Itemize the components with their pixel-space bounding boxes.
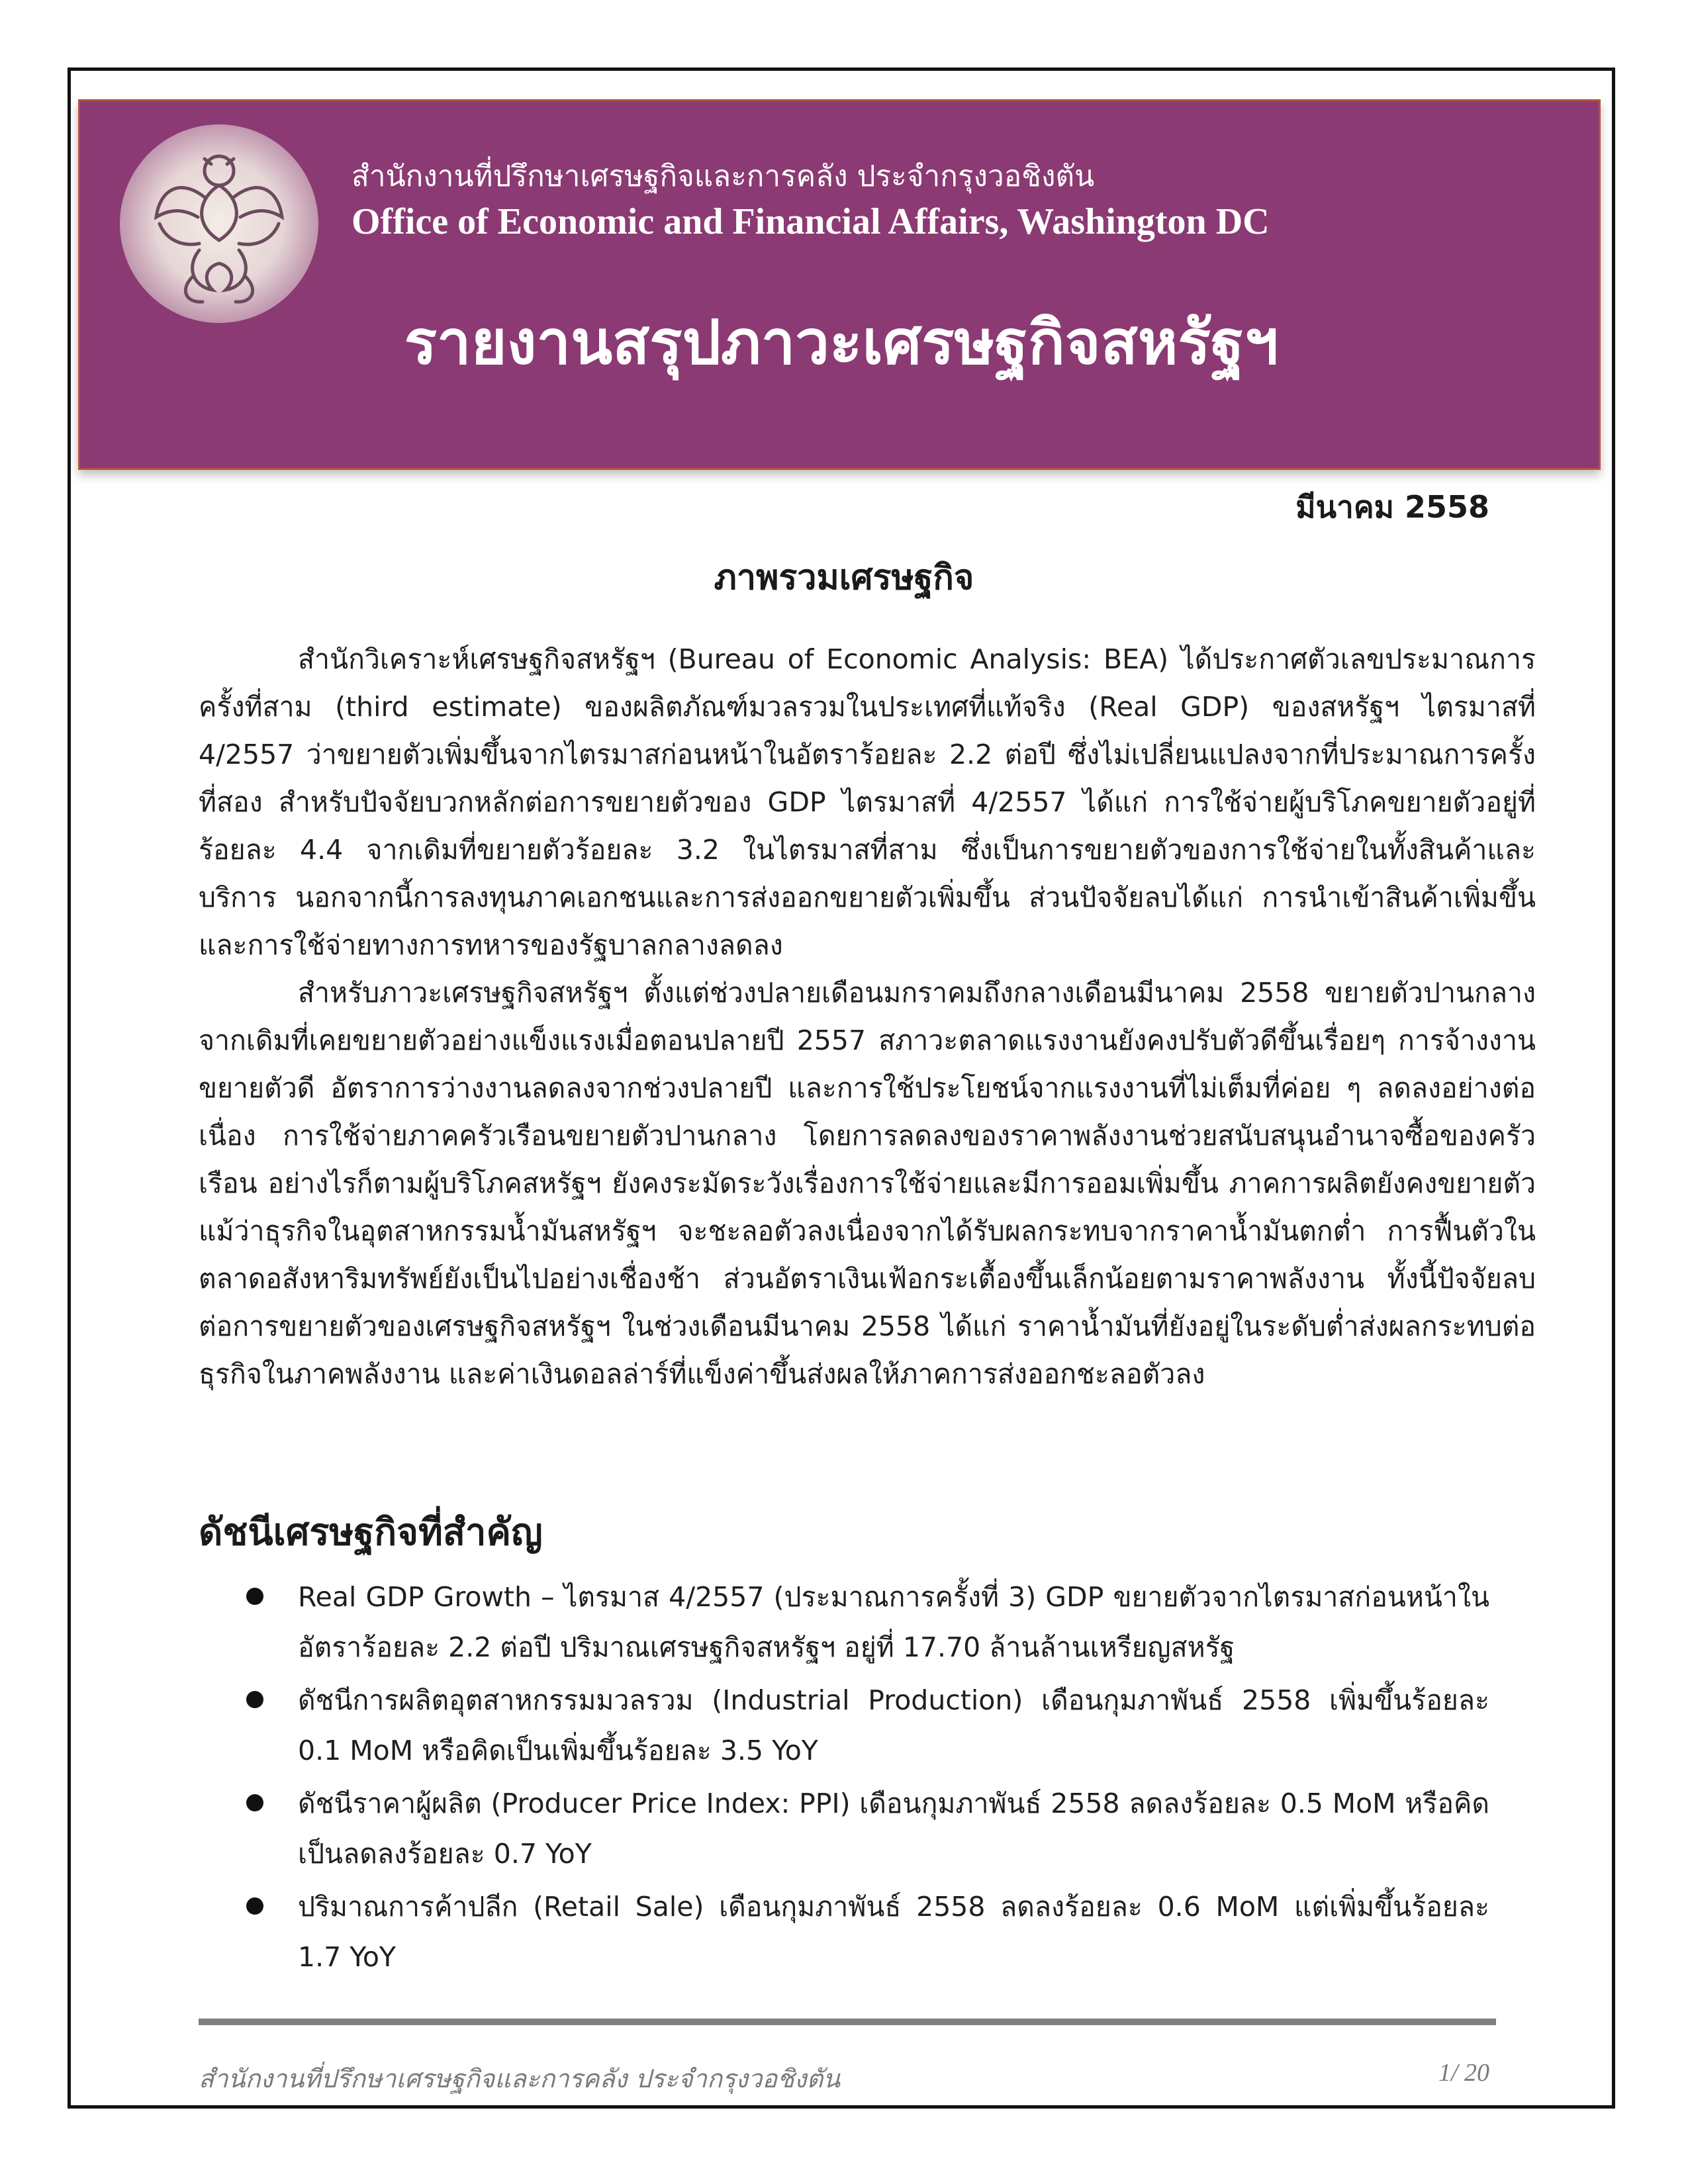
indicator-text: Real GDP Growth – ไตรมาส 4/2557 (ประมาณการครั้งที่ 3) GDP ขยายตัวจากไตรมาสก่อนหน้าในอัตราร้อยละ 2.2 ต่อปี ปริมาณเศรษฐกิจสหรัฐฯ อยู่ที่ 17.70 ล้านล้านเหรียญสหรัฐ [298,1581,1489,1663]
bullet-icon [246,1897,263,1915]
org-name-thai: สำนักงานที่ปรึกษาเศรษฐกิจและการคลัง ประจำกรุงวอชิงตัน [352,159,1095,193]
page-number: 1/ 20 [1438,2059,1489,2087]
bullet-icon [246,1691,263,1708]
indicator-text: ดัชนีการผลิตอุตสาหกรรมมวลรวม (Industrial Production) เดือนกุมภาพันธ์ 2558 เพิ่มขึ้นร้อยละ 0.1 MoM หรือคิดเป็นเพิ่มขึ้นร้อยละ 3.5 YoY [298,1684,1489,1766]
indicators-title: ดัชนีเศรษฐกิจที่สำคัญ [199,1511,543,1554]
footer-org: สำนักงานที่ปรึกษาเศรษฐกิจและการคลัง ประจำกรุงวอชิงตัน [199,2064,841,2093]
indicator-text: ดัชนีราคาผู้ผลิต (Producer Price Index: PPI) เดือนกุมภาพันธ์ 2558 ลดลงร้อยละ 0.5 MoM หรือคิดเป็นลดลงร้อยละ 0.7 YoY [298,1788,1489,1870]
org-name-english: Office of Economic and Financial Affairs, Washington DC [352,201,1270,242]
list-item [232,1882,1489,1982]
list-item [232,1572,1489,1672]
overview-paragraph: สำหรับภาวะเศรษฐกิจสหรัฐฯ ตั้งแต่ช่วงปลายเดือนมกราคมถึงกลางเดือนมีนาคม 2558 ขยายตัวปานกลางจากเดิมที่เคยขยายตัวอย่างแข็งแรงเมื่อตอนปลายปี 2557 สภาวะตลาดแรงงานยังคงปรับตัวดีขึ้นเรื่อยๆ การจ้างงานขยายตัวดี อัตราการว่างงานลดลงจากช่วงปลายปี และการใช้ประโยชน์จากแรงงานที่ไม่เต็มที่ค่อย ๆ ลดลงอย่างต่อเนื่อง การใช้จ่ายภาคครัวเรือนขยายตัวปานกลาง โดยการลดลงของราคาพลังงานช่วยสนับสนุนอำนาจซื้อของครัวเรือน อย่างไรก็ตามผู้บริโภคสหรัฐฯ ยังคงระมัดระวังเรื่องการใช้จ่ายและมีการออมเพิ่มขึ้น ภาคการผลิตยังคงขยายตัวแม้ว่าธุรกิจในอุตสาหกรรมน้ำมันสหรัฐฯ จะชะลอตัวลงเนื่องจากได้รับผลกระทบจากราคาน้ำมันตกต่ำ การฟื้นตัวในตลาดอสังหาริมทรัพย์ยังเป็นไปอย่างเชื่องช้า ส่วนอัตราเงินเฟ้อกระเตื้องขึ้นเล็กน้อยตามราคาพลังงาน ทั้งนี้ปัจจัยลบต่อการขยายตัวของเศรษฐกิจสหรัฐฯ ในช่วงเดือนมีนาคม 2558 ได้แก่ ราคาน้ำมันที่ยังอยู่ในระดับต่ำส่งผลกระทบต่อธุรกิจในภาคพลังงาน และค่าเงินดอลล่าร์ที่แข็งค่าขึ้นส่งผลให้ภาคการส่งออกชะลอตัวลง [199,977,1536,1390]
report-title: รายงานสรุปภาวะเศรษฐกิจสหรัฐฯ [404,307,1279,378]
indicator-text: ปริมาณการค้าปลีก (Retail Sale) เดือนกุมภาพันธ์ 2558 ลดลงร้อยละ 0.6 MoM แต่เพิ่มขึ้นร้อยละ 1.7 YoY [298,1891,1489,1973]
footer-divider [199,2019,1496,2025]
overview-paragraph: สำนักวิเคราะห์เศรษฐกิจสหรัฐฯ (Bureau of Economic Analysis: BEA) ได้ประกาศตัวเลขประมาณการครั้งที่สาม (third estimate) ของผลิตภัณฑ์มวลรวมในประเทศที่แท้จริง (Real GDP) ของสหรัฐฯ ไตรมาสที่ 4/2557 ว่าขยายตัวเพิ่มขึ้นจากไตรมาสก่อนหน้าในอัตราร้อยละ 2.2 ต่อปี ซึ่งไม่เปลี่ยนแปลงจากที่ประมาณการครั้งที่สอง สำหรับปัจจัยบวกหลักต่อการขยายตัวของ GDP ไตรมาสที่ 4/2557 ได้แก่ การใช้จ่ายผู้บริโภคขยายตัวอยู่ที่ร้อยละ 4.4 จากเดิมที่ขยายตัวร้อยละ 3.2 ในไตรมาสที่สาม ซึ่งเป็นการขยายตัวของการใช้จ่ายในทั้งสินค้าและบริการ นอกจากนี้การลงทุนภาคเอกชนและการส่งออกขยายตัวเพิ่มขึ้น ส่วนปัจจัยลบได้แก่ การนำเข้าสินค้าเพิ่มขึ้นและการใช้จ่ายทางการทหารของรัฐบาลกลางลดลง [199,643,1536,961]
report-date: มีนาคม 2558 [1295,489,1489,525]
list-item [232,1778,1489,1879]
overview-body [199,635,1536,1398]
bullet-icon [246,1588,263,1605]
list-item [232,1675,1489,1776]
indicator-list [232,1572,1489,1985]
bullet-icon [246,1794,263,1811]
header-banner [78,99,1601,470]
overview-title: ภาพรวมเศรษฐกิจ [714,558,974,598]
